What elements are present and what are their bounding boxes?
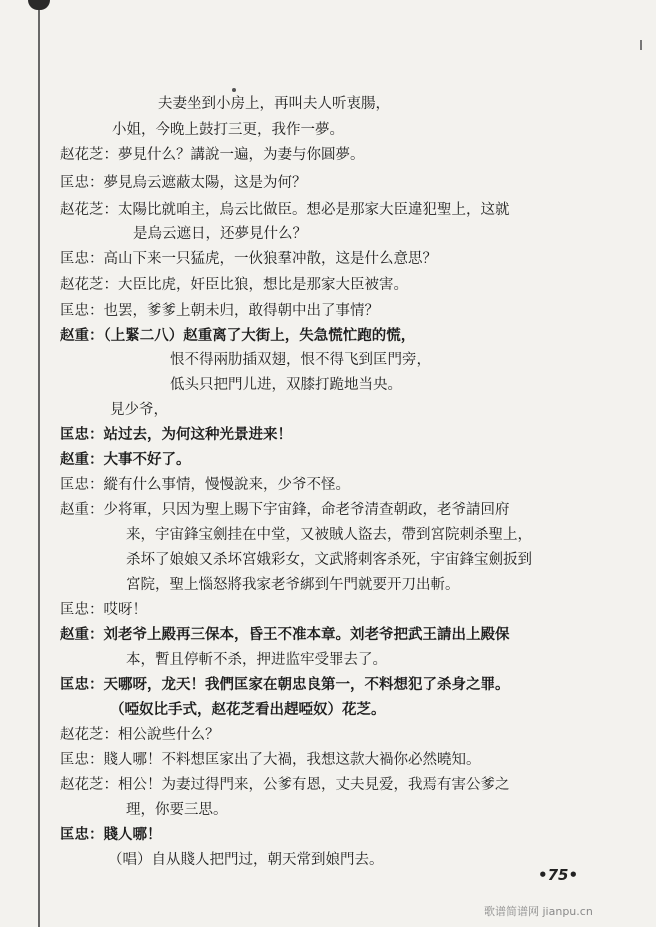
text-line: 赵重：大事不好了。 [60, 451, 191, 468]
text-line: 匡忠：站过去，为何这种光景进来！ [60, 426, 292, 443]
text-line: （唱）自从賤人把門过，朝天常到娘門去。 [108, 852, 384, 868]
text-line: 赵花芝：太陽比就咱主，烏云比做臣。想必是那家大臣違犯聖上，这就 [60, 202, 510, 218]
text-line: 匡忠：賤人哪！ [60, 826, 162, 843]
text-line: 杀坏了娘娘又杀坏宮娥彩女，文武將刺客杀死，宇宙鋒宝劍扳到 [126, 552, 532, 568]
text-line: 理，你要三思。 [126, 802, 228, 818]
ink-speck [232, 88, 236, 92]
text-line: 匡忠：夢見烏云遮蔽太陽，这是为何？ [60, 175, 307, 191]
binding-corner-mark [28, 0, 50, 10]
site-watermark: 歌谱简谱网 jianpu.cn [484, 905, 593, 918]
text-line: 来，宇宙鋒宝劍挂在中堂，又被賊人盜去，帶到宮院刺杀聖上， [126, 527, 532, 543]
page-number: •75• [538, 866, 579, 884]
text-line: 夫妻坐到小房上，再叫夫人听衷腸， [158, 96, 390, 112]
page-binding-edge [38, 0, 40, 927]
text-line: 匡忠：也罢，爹爹上朝未归，敢得朝中出了事情？ [60, 303, 379, 319]
text-line: 本，暫且停斬不杀，押进监牢受罪去了。 [126, 652, 387, 668]
text-line: 低头只把門儿进，双膝打跪地当央。 [170, 377, 402, 393]
text-line: 是烏云遮日，还夢見什么？ [133, 226, 307, 242]
text-line: 赵花芝：相公！为妻过得門来，公爹有恩，丈夫見爱，我焉有害公爹之 [60, 777, 510, 793]
text-line: 匡忠：賤人哪！不料想匡家出了大禍，我想这款大禍你必然曉知。 [60, 752, 481, 768]
text-line: （啞奴比手式，赵花芝看出趕啞奴）花芝。 [110, 701, 386, 718]
text-line: 赵花芝：相公說些什么？ [60, 727, 220, 743]
text-line: 赵花芝：大臣比虎，奸臣比狼，想比是那家大臣被害。 [60, 277, 408, 293]
text-line: 見少爷， [110, 402, 168, 418]
text-line: 匡忠：縱有什么事情，慢慢說来，少爷不怪。 [60, 477, 350, 493]
text-line: 赵重：少将軍，只因为聖上賜下宇宙鋒，命老爷清查朝政，老爷請回府 [60, 502, 510, 518]
text-line: 匡忠：天哪呀，龙天！我們匡家在朝忠良第一，不料想犯了杀身之罪。 [60, 676, 510, 693]
text-line: 赵重：（上緊二八）赵重离了大街上，失急慌忙跑的慌， [60, 327, 416, 344]
margin-tick [640, 40, 642, 50]
text-line: 匡忠：哎呀！ [60, 602, 147, 618]
text-line: 赵重：刘老爷上殿再三保本，昏王不准本章。刘老爷把武王請出上殿保 [60, 626, 510, 643]
text-line: 恨不得兩肋插双翅，恨不得飞到匡門旁， [170, 352, 431, 368]
text-line: 小姐，今晚上鼓打三更，我作一夢。 [112, 122, 344, 138]
text-line: 匡忠：高山下来一只猛虎，一伙狼羣冲散，这是什么意思？ [60, 251, 437, 267]
text-line: 宮院，聖上惱怒將我家老爷綁到午門就要开刀出斬。 [126, 577, 460, 593]
text-line: 赵花芝：夢見什么？講說一遍，为妻与你圓夢。 [60, 147, 365, 163]
